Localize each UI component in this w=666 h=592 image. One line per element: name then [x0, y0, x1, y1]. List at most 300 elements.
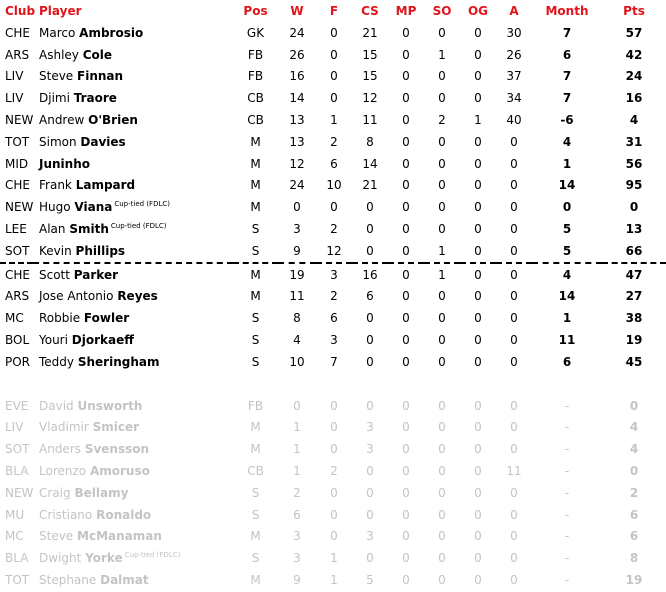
og-cell: 0	[474, 354, 482, 369]
f-cell: 2	[330, 222, 338, 237]
month-cell: 6	[562, 354, 572, 369]
cup-tied-note: Cup-tied (FDLC)	[124, 551, 181, 560]
player-first-name: Steve	[39, 529, 74, 544]
cs-cell: 14	[362, 156, 378, 171]
f-cell: 6	[330, 156, 338, 171]
pts-cell: 38	[625, 311, 643, 326]
pts-cell: 27	[625, 289, 643, 304]
so-cell: 0	[438, 551, 446, 566]
pts-cell: 42	[625, 47, 643, 62]
table-row	[0, 569, 666, 591]
a-cell: 0	[510, 573, 518, 588]
active-players	[0, 22, 666, 263]
a-cell: 34	[506, 91, 522, 106]
player-last-name: Djorkaeff	[71, 333, 134, 348]
pts-cell: 66	[625, 243, 643, 258]
a-cell: 0	[510, 398, 518, 413]
so-cell: 1	[438, 47, 446, 62]
pos-cell: CB	[247, 464, 264, 479]
header-so: SO	[432, 4, 452, 18]
month-cell: 14	[558, 178, 576, 193]
month-cell: 1	[562, 311, 572, 326]
so-cell: 0	[438, 420, 446, 435]
og-cell: 0	[474, 69, 482, 84]
player-last-name: Ronaldo	[96, 507, 152, 522]
pos-cell: GK	[246, 25, 265, 40]
player-cell	[33, 66, 233, 88]
cs-cell: 3	[366, 420, 374, 435]
month-cell: 7	[562, 25, 572, 40]
so-cell: 0	[438, 442, 446, 457]
w-cell: 8	[293, 311, 301, 326]
mp-cell: 0	[402, 420, 410, 435]
f-cell: 12	[326, 243, 342, 258]
pos-cell: S	[251, 354, 260, 369]
player-first-name: Djimi	[39, 91, 70, 106]
player-last-name: Viana	[74, 200, 113, 215]
club-cell: CHE	[5, 25, 30, 40]
pts-cell: 45	[625, 354, 643, 369]
cs-cell: 5	[366, 573, 374, 588]
cs-cell: 0	[366, 333, 374, 348]
pos-cell: S	[251, 507, 260, 522]
month-cell: -	[564, 573, 570, 588]
player-last-name: Dalmat	[100, 573, 149, 588]
table-row	[0, 395, 666, 417]
player-first-name: Dwight	[39, 551, 82, 566]
f-cell: 10	[326, 178, 342, 193]
header-cs: CS	[361, 4, 379, 18]
pts-cell: 19	[625, 333, 643, 348]
month-cell: 4	[532, 263, 602, 286]
a-cell: 0	[510, 289, 518, 304]
player-last-name: O'Brien	[88, 113, 138, 128]
og-cell: 0	[474, 573, 482, 588]
pts-cell: 6	[629, 529, 639, 544]
table-row	[0, 240, 666, 263]
a-cell: 40	[506, 113, 522, 128]
player-cell	[33, 307, 233, 329]
so-cell: 0	[438, 156, 446, 171]
cs-cell: 3	[366, 442, 374, 457]
player-first-name: Teddy	[39, 354, 75, 369]
table-row	[0, 504, 666, 526]
w-cell: 1	[293, 442, 301, 457]
cs-cell: 15	[362, 69, 378, 84]
month-cell: 5	[562, 243, 572, 258]
so-cell: 0	[438, 333, 446, 348]
table-row	[0, 482, 666, 504]
player-last-name: Cole	[82, 47, 113, 62]
w-cell: 0	[293, 200, 301, 215]
og-cell: 0	[474, 398, 482, 413]
so-cell: 2	[438, 113, 446, 128]
f-cell: 0	[330, 69, 338, 84]
player-cell	[33, 329, 233, 351]
player-cell	[33, 87, 233, 109]
og-cell: 0	[474, 464, 482, 479]
player-last-name: Ambrosio	[79, 25, 144, 40]
pos-cell: FB	[247, 47, 264, 62]
cs-cell: 0	[366, 311, 374, 326]
pts-cell: 0	[629, 464, 639, 479]
club-cell: EVE	[5, 398, 29, 413]
cs-cell: 8	[366, 134, 374, 149]
w-cell: 9	[293, 573, 301, 588]
reserve-players	[0, 263, 666, 373]
og-cell: 0	[474, 442, 482, 457]
club-cell: CHE	[5, 178, 30, 193]
player-last-name: Phillips	[75, 243, 126, 258]
header-w: W	[290, 4, 304, 18]
pos-cell: M	[250, 420, 261, 435]
pts-cell: 0	[629, 200, 639, 215]
so-cell: 0	[438, 573, 446, 588]
cs-cell: 0	[366, 354, 374, 369]
player-first-name: Andrew	[39, 113, 85, 128]
player-cell	[33, 526, 233, 548]
cs-cell: 0	[366, 222, 374, 237]
player-cell	[33, 569, 233, 591]
og-cell: 0	[474, 529, 482, 544]
mp-cell: 0	[402, 464, 410, 479]
f-cell: 0	[330, 200, 338, 215]
so-cell: 0	[438, 485, 446, 500]
w-cell: 9	[293, 243, 301, 258]
so-cell: 0	[438, 507, 446, 522]
player-first-name: Scott	[39, 267, 70, 282]
a-cell: 0	[510, 311, 518, 326]
cs-cell: 16	[352, 263, 388, 286]
table-row	[0, 196, 666, 218]
a-cell: 0	[510, 243, 518, 258]
pts-cell: 2	[629, 485, 639, 500]
player-last-name: Smicer	[92, 420, 140, 435]
club-cell: NEW	[5, 485, 34, 500]
f-cell: 0	[330, 398, 338, 413]
player-first-name: Simon	[39, 134, 77, 149]
mp-cell: 0	[402, 200, 410, 215]
table-row	[0, 109, 666, 131]
header-mp: MP	[395, 4, 417, 18]
w-cell: 4	[293, 333, 301, 348]
f-cell: 3	[316, 263, 352, 286]
club-cell: NEW	[5, 200, 34, 215]
player-first-name: Vladimir	[39, 420, 89, 435]
player-last-name: Yorke	[85, 551, 123, 566]
f-cell: 0	[330, 91, 338, 106]
cs-cell: 0	[366, 485, 374, 500]
f-cell: 1	[330, 113, 338, 128]
player-cell	[33, 417, 233, 439]
pts-cell: 4	[629, 420, 639, 435]
a-cell: 0	[510, 200, 518, 215]
pos-cell: M	[250, 134, 261, 149]
mp-cell: 0	[402, 289, 410, 304]
player-first-name: Hugo	[39, 200, 71, 215]
f-cell: 7	[330, 354, 338, 369]
f-cell: 0	[330, 47, 338, 62]
month-cell: 14	[558, 289, 576, 304]
og-cell: 0	[474, 25, 482, 40]
pts-cell: 47	[602, 263, 666, 286]
og-cell: 0	[474, 507, 482, 522]
w-cell: 1	[293, 464, 301, 479]
month-cell: 4	[562, 134, 572, 149]
cs-cell: 6	[366, 289, 374, 304]
cup-tied-note: Cup-tied (FDLC)	[110, 222, 167, 231]
so-cell: 0	[438, 529, 446, 544]
player-last-name: Juninho	[39, 156, 90, 171]
player-cell	[33, 482, 233, 504]
player-last-name: Unsworth	[77, 398, 143, 413]
f-cell: 0	[330, 529, 338, 544]
table-row	[0, 22, 666, 44]
player-cell	[33, 153, 233, 175]
month-cell: -	[564, 485, 570, 500]
og-cell: 0	[474, 47, 482, 62]
club-cell: BLA	[5, 551, 29, 566]
month-cell: -	[564, 398, 570, 413]
header-month: Month	[545, 4, 589, 18]
header-og: OG	[467, 4, 489, 18]
pos-cell: S	[251, 485, 260, 500]
og-cell: 0	[474, 485, 482, 500]
a-cell: 37	[506, 69, 522, 84]
so-cell: 0	[438, 25, 446, 40]
og-cell: 0	[474, 289, 482, 304]
a-cell: 0	[510, 156, 518, 171]
f-cell: 1	[330, 573, 338, 588]
f-cell: 0	[330, 25, 338, 40]
player-first-name: Jose Antonio	[39, 289, 114, 304]
pts-cell: 19	[625, 573, 643, 588]
cs-cell: 3	[366, 529, 374, 544]
so-cell: 0	[438, 91, 446, 106]
player-last-name: Traore	[73, 91, 117, 106]
w-cell: 2	[293, 485, 301, 500]
club-cell: LIV	[5, 91, 24, 106]
mp-cell: 0	[402, 156, 410, 171]
pos-cell: M	[250, 529, 261, 544]
w-cell: 10	[289, 354, 305, 369]
club-cell: ARS	[5, 47, 30, 62]
club-cell: SOT	[5, 442, 30, 457]
club-cell: LEE	[5, 222, 27, 237]
player-cell	[33, 109, 233, 131]
player-first-name: Kevin	[39, 243, 72, 258]
cs-cell: 0	[366, 464, 374, 479]
header-pts: Pts	[623, 4, 645, 18]
f-cell: 2	[330, 464, 338, 479]
mp-cell: 0	[402, 243, 410, 258]
table-row	[0, 218, 666, 240]
mp-cell: 0	[402, 485, 410, 500]
player-first-name: Steve	[39, 69, 74, 84]
player-last-name: Lampard	[75, 178, 136, 193]
player-first-name: Ashley	[39, 47, 79, 62]
mp-cell: 0	[402, 69, 410, 84]
a-cell: 0	[510, 442, 518, 457]
club-cell: POR	[5, 354, 31, 369]
pts-cell: 13	[625, 222, 643, 237]
club-cell: MC	[5, 529, 24, 544]
club-cell: MID	[5, 156, 29, 171]
w-cell: 6	[293, 507, 301, 522]
month-cell: 6	[562, 47, 572, 62]
pos-cell: M	[233, 263, 278, 286]
og-cell: 0	[460, 263, 496, 286]
w-cell: 3	[293, 551, 301, 566]
header-a: A	[509, 4, 519, 18]
table-row	[0, 153, 666, 175]
player-cell	[33, 218, 233, 240]
f-cell: 6	[330, 311, 338, 326]
pos-cell: M	[250, 442, 261, 457]
so-cell: 0	[438, 134, 446, 149]
so-cell: 0	[438, 200, 446, 215]
player-cell	[33, 438, 233, 460]
player-cell	[33, 351, 233, 373]
mp-cell: 0	[402, 529, 410, 544]
table-row	[0, 438, 666, 460]
og-cell: 0	[474, 178, 482, 193]
pos-cell: M	[250, 200, 261, 215]
mp-cell: 0	[402, 311, 410, 326]
pos-cell: FB	[247, 69, 264, 84]
pos-cell: CB	[247, 113, 264, 128]
so-cell: 0	[438, 354, 446, 369]
cs-cell: 0	[366, 551, 374, 566]
table-row	[0, 286, 666, 308]
player-last-name: Finnan	[77, 69, 124, 84]
month-cell: 5	[562, 222, 572, 237]
f-cell: 0	[330, 485, 338, 500]
w-cell: 26	[289, 47, 305, 62]
player-last-name: Davies	[80, 134, 126, 149]
f-cell: 1	[330, 551, 338, 566]
cup-tied-note: Cup-tied (FDLC)	[114, 200, 170, 209]
month-cell: -	[564, 442, 570, 457]
og-cell: 0	[474, 91, 482, 106]
pts-cell: 8	[629, 551, 639, 566]
player-cell	[33, 44, 233, 66]
a-cell: 0	[510, 134, 518, 149]
og-cell: 0	[474, 333, 482, 348]
f-cell: 0	[330, 507, 338, 522]
player-first-name: Anders	[39, 442, 81, 457]
pos-cell: CB	[247, 91, 264, 106]
club-cell: SOT	[5, 243, 30, 258]
cs-cell: 21	[362, 25, 378, 40]
cs-cell: 11	[362, 113, 378, 128]
w-cell: 19	[278, 263, 316, 286]
player-last-name: Bellamy	[74, 485, 129, 500]
table-row	[0, 175, 666, 197]
so-cell: 0	[438, 311, 446, 326]
og-cell: 0	[474, 156, 482, 171]
player-cell	[33, 395, 233, 417]
a-cell: 26	[506, 47, 522, 62]
month-cell: -	[564, 464, 570, 479]
player-cell	[33, 175, 233, 197]
pos-cell: S	[251, 311, 260, 326]
w-cell: 11	[289, 289, 305, 304]
mp-cell: 0	[402, 573, 410, 588]
player-first-name: Youri	[39, 333, 68, 348]
w-cell: 13	[289, 113, 305, 128]
a-cell: 0	[510, 178, 518, 193]
cs-cell: 0	[366, 398, 374, 413]
club-cell: ARS	[5, 289, 30, 304]
table-row	[0, 131, 666, 153]
pts-cell: 31	[625, 134, 643, 149]
mp-cell: 0	[402, 551, 410, 566]
og-cell: 0	[474, 311, 482, 326]
a-cell: 0	[510, 420, 518, 435]
cs-cell: 21	[362, 178, 378, 193]
cs-cell: 0	[366, 200, 374, 215]
header-player: Player	[39, 4, 82, 18]
pos-cell: M	[250, 178, 261, 193]
cs-cell: 0	[366, 507, 374, 522]
a-cell: 0	[510, 354, 518, 369]
pts-cell: 24	[625, 69, 643, 84]
pos-cell: FB	[247, 398, 264, 413]
so-cell: 0	[438, 398, 446, 413]
a-cell: 0	[510, 485, 518, 500]
mp-cell: 0	[388, 263, 424, 286]
club-cell: LIV	[5, 420, 24, 435]
club-cell: LIV	[5, 69, 24, 84]
so-cell: 0	[438, 464, 446, 479]
player-first-name: Frank	[39, 178, 72, 193]
pts-cell: 56	[625, 156, 643, 171]
player-last-name: Amoruso	[89, 464, 150, 479]
og-cell: 0	[474, 200, 482, 215]
table-row	[0, 263, 666, 286]
header-pos: Pos	[243, 4, 268, 18]
month-cell: -	[564, 507, 570, 522]
a-cell: 0	[510, 333, 518, 348]
inactive-players	[0, 395, 666, 591]
pts-cell: 57	[625, 25, 643, 40]
month-cell: 1	[562, 156, 572, 171]
mp-cell: 0	[402, 47, 410, 62]
a-cell: 0	[510, 529, 518, 544]
og-cell: 0	[474, 222, 482, 237]
table-row	[0, 44, 666, 66]
f-cell: 3	[330, 333, 338, 348]
club-cell: BOL	[5, 333, 30, 348]
player-cell	[33, 196, 233, 218]
so-cell: 0	[438, 178, 446, 193]
player-first-name: David	[39, 398, 74, 413]
player-cell	[33, 240, 233, 263]
so-cell: 1	[424, 263, 460, 286]
month-cell: 7	[562, 91, 572, 106]
section-spacer	[0, 373, 666, 395]
cs-cell: 15	[362, 47, 378, 62]
w-cell: 13	[289, 134, 305, 149]
pts-cell: 4	[629, 113, 639, 128]
mp-cell: 0	[402, 398, 410, 413]
pts-cell: 6	[629, 507, 639, 522]
f-cell: 0	[330, 420, 338, 435]
table-row	[0, 417, 666, 439]
a-cell: 30	[506, 25, 522, 40]
pos-cell: S	[251, 243, 260, 258]
